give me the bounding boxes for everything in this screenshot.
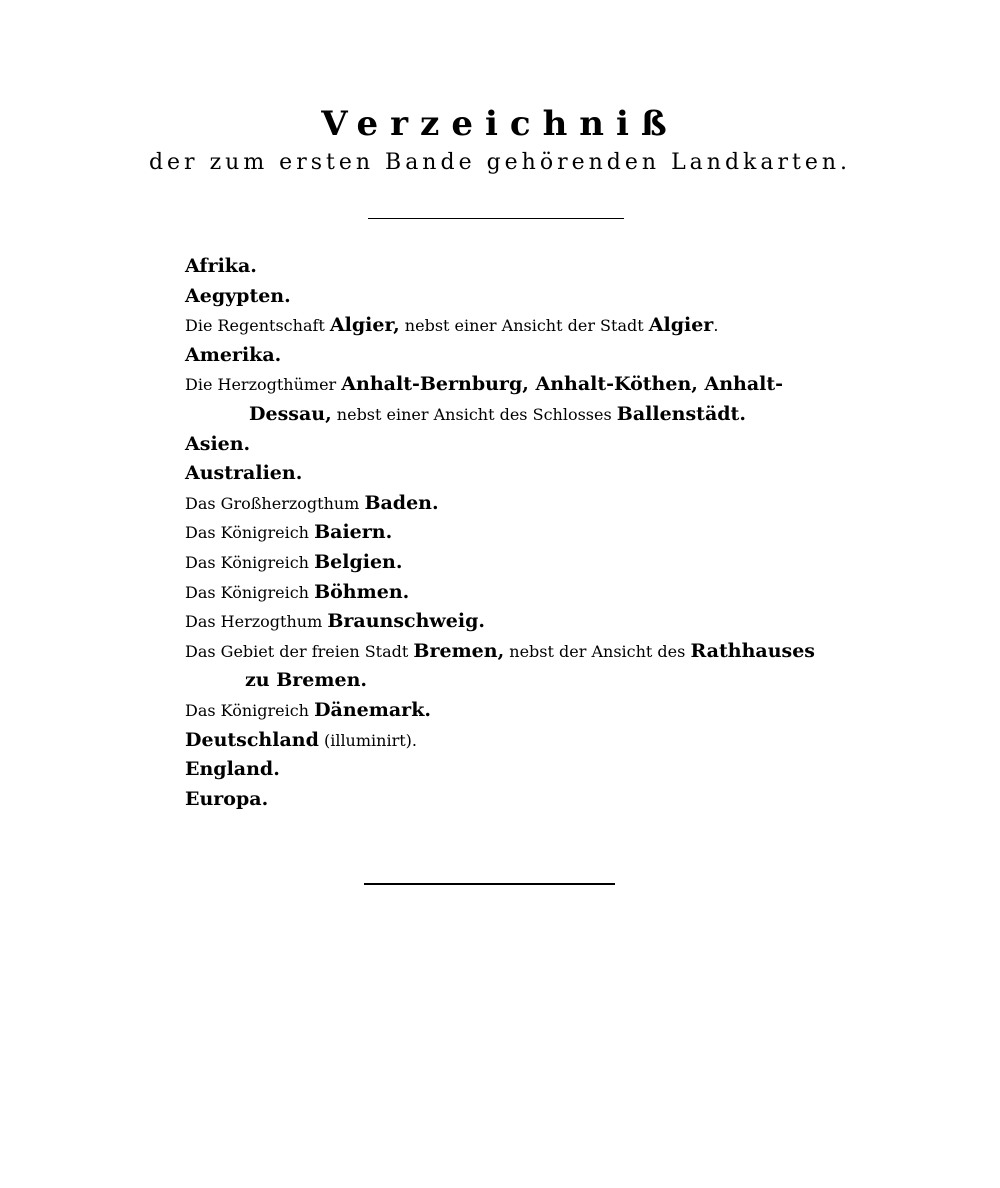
list-item-continuation: Dessau, nebst einer Ansicht des Schlosses Ballenstädt. (249, 402, 746, 425)
list-item-continuation: zu Bremen. (245, 669, 367, 692)
list-item: Europa. (185, 787, 269, 810)
list-item: Das Königreich Dänemark. (185, 698, 431, 721)
list-item: Das Herzogthum Braunschweig. (185, 610, 485, 633)
page-subtitle: der zum ersten Bande gehörenden Landkarten. (148, 150, 852, 175)
map-list (185, 252, 825, 814)
list-item: Aegypten. (185, 284, 291, 307)
list-item: England. (185, 758, 280, 781)
list-item: Das Gebiet der freien Stadt Bremen, nebst der Ansicht des Rathhauses (185, 639, 815, 662)
list-item: Australien. (185, 462, 303, 485)
page-title: Verzeichniß (321, 104, 679, 144)
list-item: Das Königreich Böhmen. (185, 580, 410, 603)
top-divider (368, 218, 624, 219)
list-item: Das Königreich Baiern. (185, 521, 393, 544)
bottom-divider (364, 883, 615, 885)
list-item: Das Großherzogthum Baden. (185, 491, 439, 514)
list-item: Afrika. (185, 255, 257, 277)
list-item: Das Königreich Belgien. (185, 550, 403, 573)
list-item: Asien. (185, 432, 251, 455)
list-item: Deutschland (illuminirt). (185, 728, 417, 751)
list-item: Die Herzogthümer Anhalt-Bernburg, Anhalt-Köthen, Anhalt- (185, 373, 784, 396)
list-item: Amerika. (185, 343, 282, 366)
list-item: Die Regentschaft Algier, nebst einer Ansicht der Stadt Algier. (185, 314, 719, 337)
